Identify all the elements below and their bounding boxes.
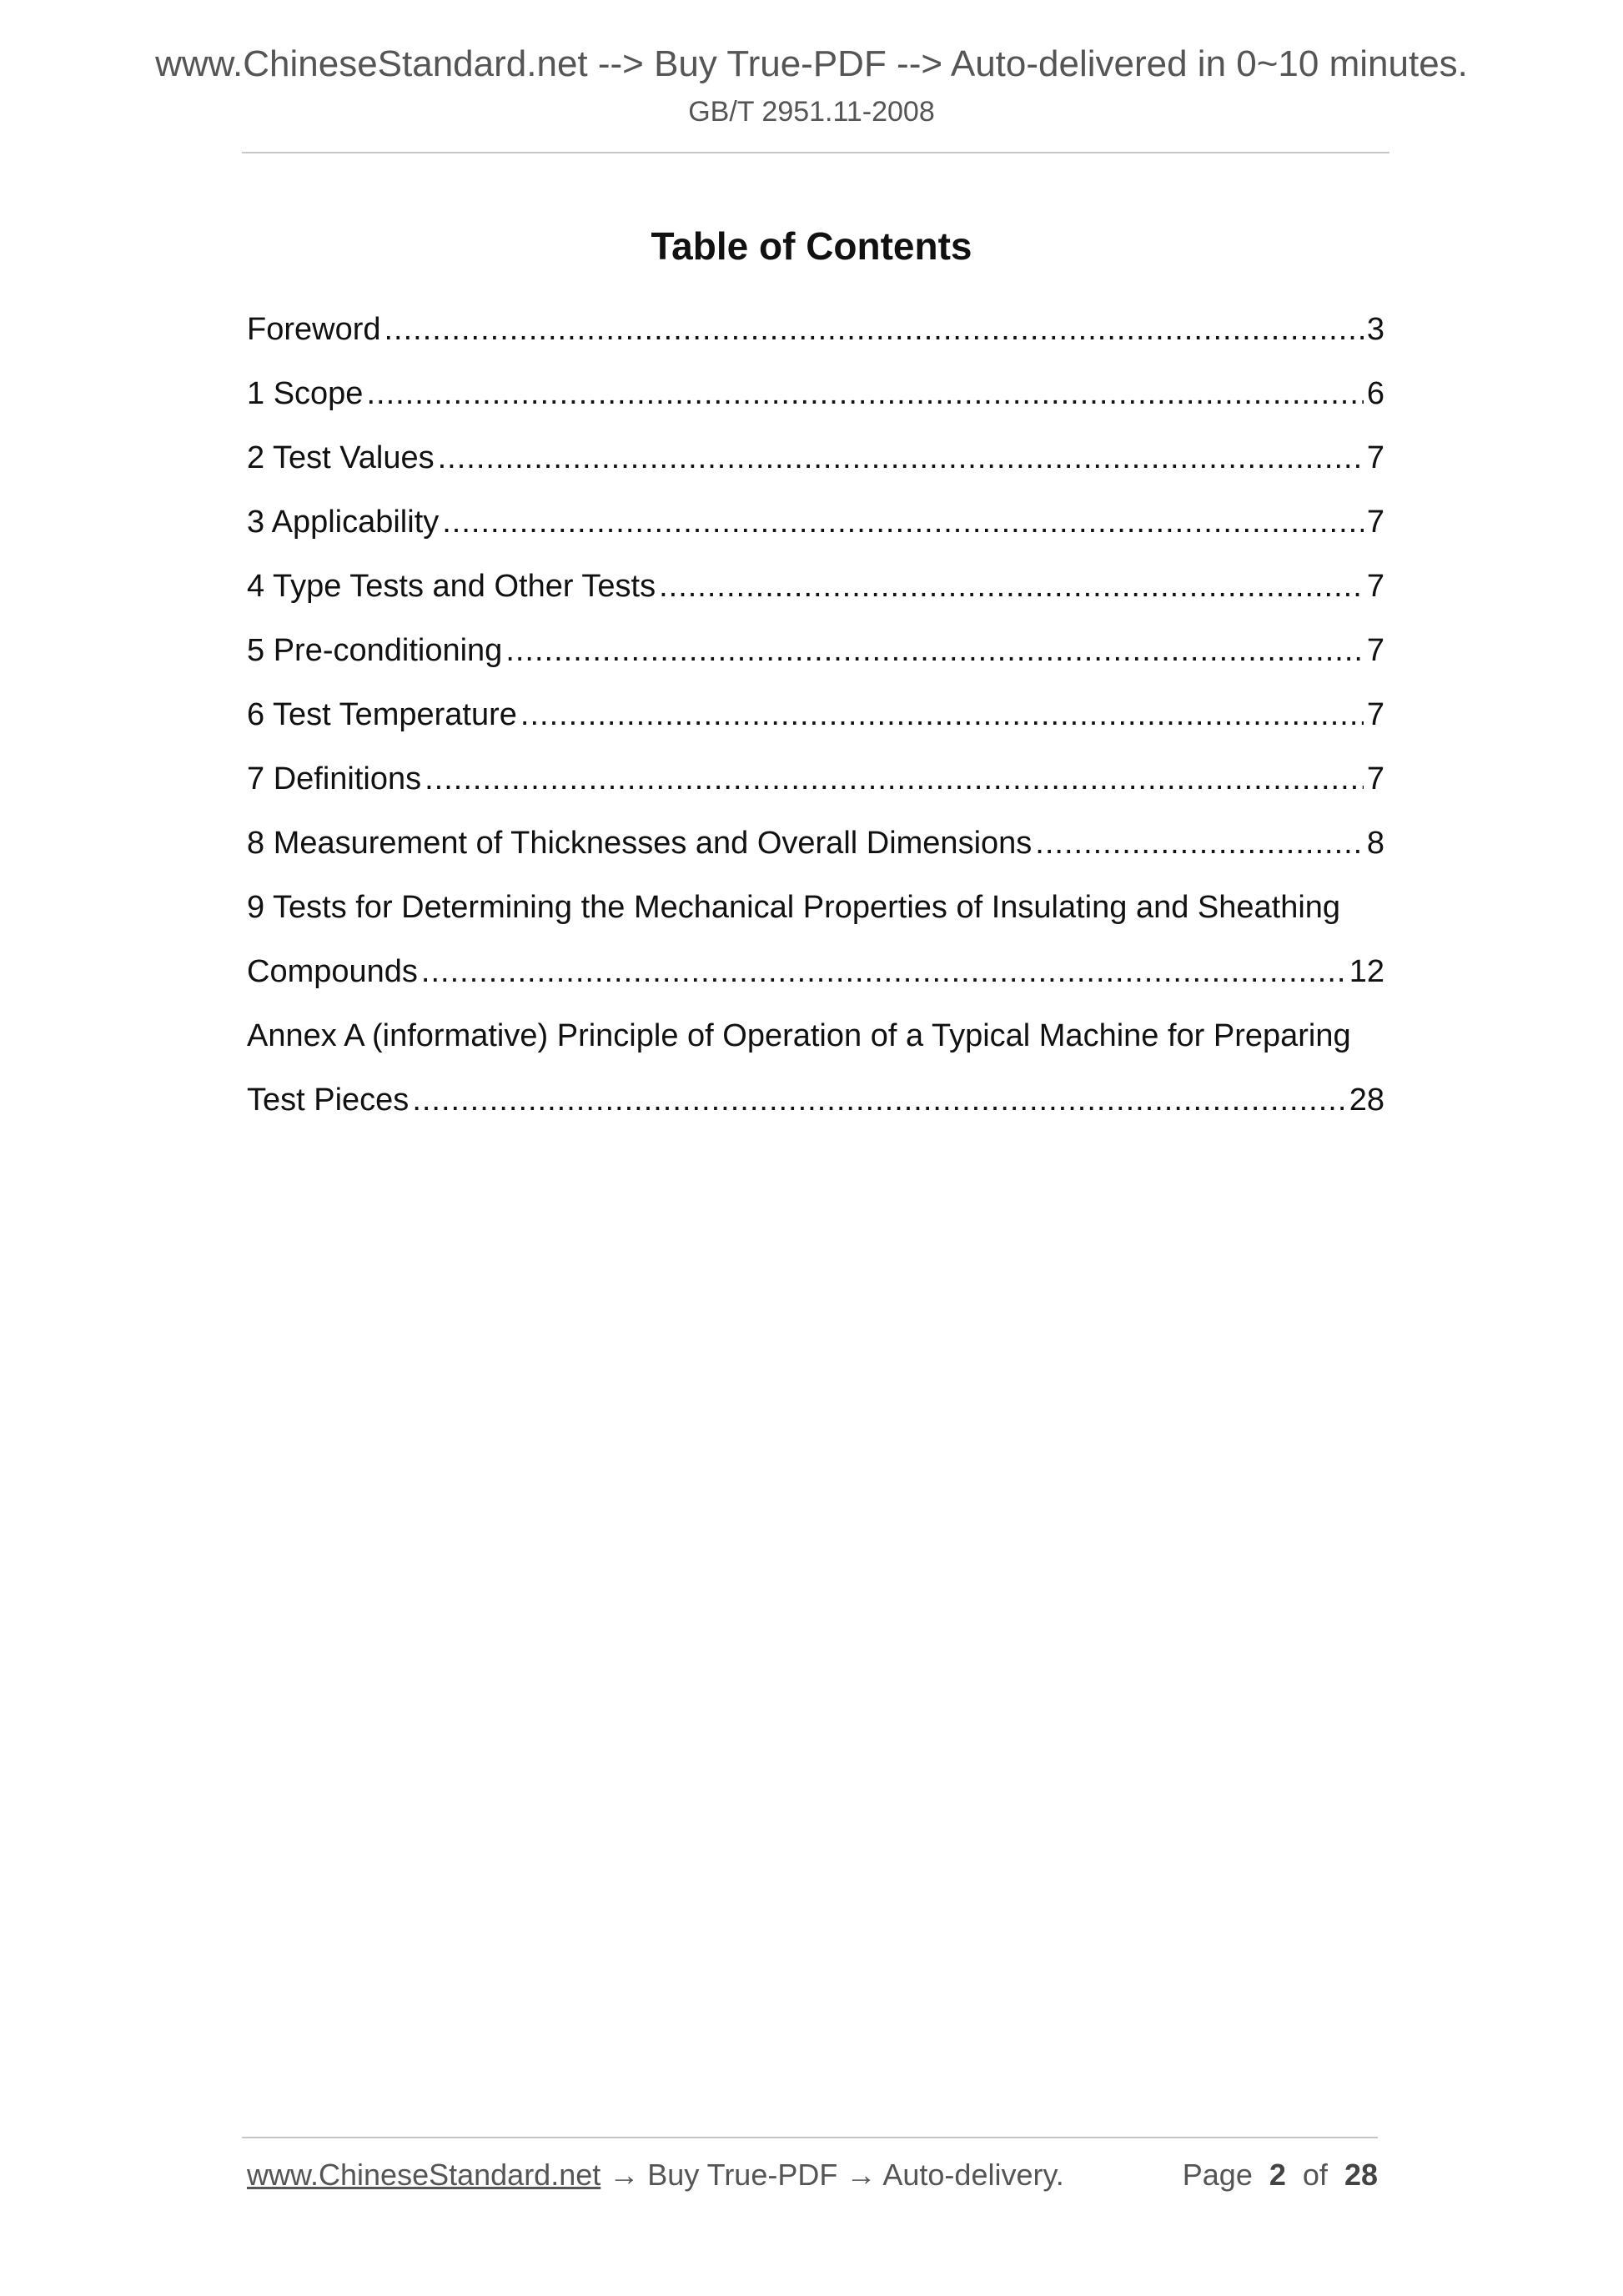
footer-promo xyxy=(247,2158,1064,2193)
current-page-number: 2 xyxy=(1269,2158,1286,2192)
toc-entry-label: 2 Test Values xyxy=(247,440,435,475)
toc-leader-dots xyxy=(438,426,1364,490)
toc-entry-annex-a[interactable] xyxy=(247,1004,1384,1133)
toc-entry-label-line2: Compounds xyxy=(247,954,418,989)
toc-leader-dots xyxy=(366,362,1363,426)
toc-entry-type-tests[interactable] xyxy=(247,555,1384,619)
toc-list xyxy=(247,298,1384,1133)
toc-entry-label: 1 Scope xyxy=(247,376,364,411)
toc-entry-scope[interactable] xyxy=(247,362,1384,426)
toc-leader-dots xyxy=(421,940,1346,1004)
toc-entry-label: Foreword xyxy=(247,312,381,347)
toc-entry-page: 7 xyxy=(1366,697,1384,732)
toc-leader-dots xyxy=(412,1068,1345,1133)
standard-code: GB/T 2951.11-2008 xyxy=(688,96,935,128)
toc-entry-label: 4 Type Tests and Other Tests xyxy=(247,569,656,604)
toc-entry-label: 8 Measurement of Thicknesses and Overall Dimensions xyxy=(247,826,1033,861)
toc-title: Table of Contents xyxy=(651,224,972,268)
toc-entry-page: 7 xyxy=(1366,569,1384,604)
footer-site-link[interactable]: www.ChineseStandard.net xyxy=(247,2158,601,2192)
toc-entry-foreword[interactable] xyxy=(247,298,1384,362)
toc-leader-dots xyxy=(384,298,1364,362)
footer-divider xyxy=(242,2137,1378,2138)
footer-buy-text: Buy True-PDF xyxy=(647,2158,838,2192)
toc-leader-dots xyxy=(659,555,1364,619)
footer-delivery-text: Auto-delivery. xyxy=(882,2158,1064,2192)
arrow-right-icon: → xyxy=(609,2158,640,2192)
toc-leader-dots xyxy=(425,747,1364,811)
toc-entry-test-values[interactable] xyxy=(247,426,1384,490)
page-indicator xyxy=(1183,2158,1378,2193)
toc-entry-label-line1: Annex A (informative) Principle of Operation of a Typical Machine for Preparing xyxy=(247,1018,1351,1053)
top-banner: www.ChineseStandard.net --> Buy True-PDF --> Auto-delivered in 0~10 minutes. xyxy=(155,43,1468,84)
arrow-right-icon: → xyxy=(846,2158,877,2192)
toc-entry-page: 28 xyxy=(1349,1083,1384,1118)
toc-entry-page: 3 xyxy=(1366,312,1384,347)
toc-entry-label: 5 Pre-conditioning xyxy=(247,633,503,668)
of-word: of xyxy=(1302,2158,1328,2192)
toc-entry-label: 3 Applicability xyxy=(247,505,440,540)
toc-entry-page: 6 xyxy=(1366,376,1384,411)
toc-leader-dots xyxy=(505,619,1364,683)
toc-entry-label-line2: Test Pieces xyxy=(247,1083,410,1118)
toc-entry-pre-conditioning[interactable] xyxy=(247,619,1384,683)
toc-entry-page: 7 xyxy=(1366,505,1384,540)
toc-entry-definitions[interactable] xyxy=(247,747,1384,811)
toc-leader-dots xyxy=(1035,811,1364,876)
toc-entry-page: 7 xyxy=(1366,440,1384,475)
total-pages-number: 28 xyxy=(1344,2158,1378,2192)
toc-entry-page: 8 xyxy=(1366,826,1384,861)
toc-entry-page: 7 xyxy=(1366,633,1384,668)
toc-entry-measurement[interactable] xyxy=(247,811,1384,876)
toc-leader-dots xyxy=(442,490,1364,555)
toc-entry-page: 12 xyxy=(1349,954,1384,989)
toc-entry-applicability[interactable] xyxy=(247,490,1384,555)
toc-entry-mechanical-properties[interactable] xyxy=(247,876,1384,1004)
toc-leader-dots xyxy=(520,683,1364,747)
toc-entry-page: 7 xyxy=(1366,761,1384,796)
toc-entry-label-line1: 9 Tests for Determining the Mechanical Properties of Insulating and Sheathing xyxy=(247,890,1341,925)
toc-entry-test-temperature[interactable] xyxy=(247,683,1384,747)
toc-entry-label: 7 Definitions xyxy=(247,761,422,796)
toc-entry-label: 6 Test Temperature xyxy=(247,697,517,732)
header-divider xyxy=(242,152,1389,153)
page-word: Page xyxy=(1182,2158,1253,2192)
